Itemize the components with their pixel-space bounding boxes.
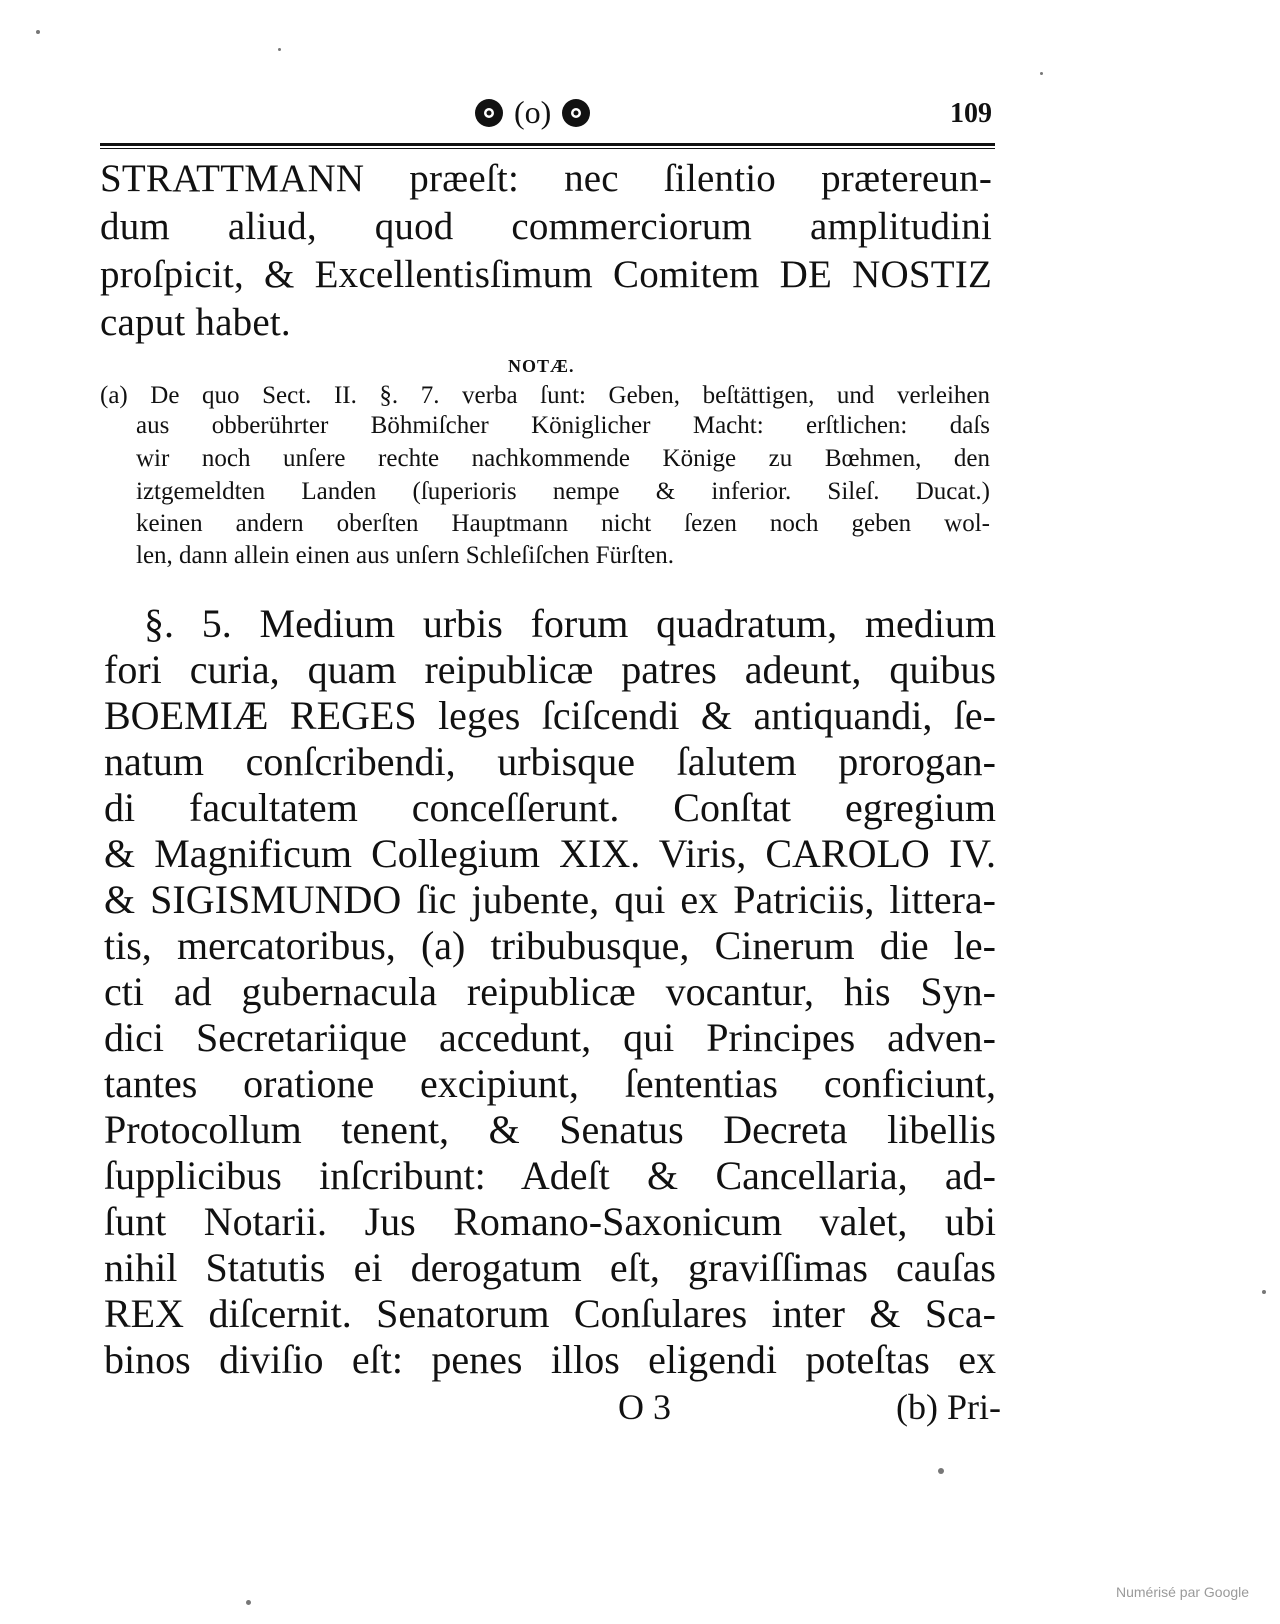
signature-mark: O 3 xyxy=(618,1387,671,1427)
text-line: nihil Statutis ei derogatum eſt, graviſſimas cauſas xyxy=(104,1245,996,1290)
text-line: §. 5. Medium urbis forum quadratum, medium xyxy=(144,601,996,646)
scan-speck xyxy=(246,1600,251,1605)
text-line: & SIGISMUNDO ſic jubente, qui ex Patriciis, littera- xyxy=(104,877,996,922)
page-number: 109 xyxy=(950,98,992,129)
flower-ornament-icon xyxy=(472,96,506,130)
running-header xyxy=(100,92,992,142)
text-line: ſupplicibus inſcribunt: Adeſt & Cancellaria, ad- xyxy=(104,1153,996,1198)
text-line: proſpicit, & Excellentisſimum Comitem DE NOSTIZ xyxy=(100,253,992,296)
note-line: keinen andern oberſten Hauptmann nicht ſezen noch geben wol- xyxy=(136,510,990,537)
text-line: dum aliud, quod commerciorum amplitudini xyxy=(100,205,992,248)
text-line: caput habet. xyxy=(100,301,291,344)
text-line: cti ad gubernacula reipublicæ vocantur, his Syn- xyxy=(104,969,996,1014)
catchword: (b) Pri- xyxy=(896,1387,1001,1427)
text-line: dici Secretariique accedunt, qui Principes adven- xyxy=(104,1015,996,1060)
header-rule-thin xyxy=(100,148,995,149)
text-line: fori curia, quam reipublicæ patres adeunt, quibus xyxy=(104,647,996,692)
note-line: aus obberührter Böhmiſcher Königlicher Macht: erſtlichen: daſs xyxy=(136,412,990,439)
text-line: di facultatem conceſſerunt. Conſtat egregium xyxy=(104,785,996,830)
text-line: Protocollum tenent, & Senatus Decreta libellis xyxy=(104,1107,996,1152)
text-line: BOEMIÆ REGES leges ſciſcendi & antiquandi, ſe- xyxy=(104,693,996,738)
watermark: Numérisé par Google xyxy=(1116,1584,1250,1600)
notes-heading: NOTÆ. xyxy=(508,356,575,376)
header-ornament-group xyxy=(472,94,593,131)
scan-speck xyxy=(1040,72,1043,75)
scan-speck xyxy=(938,1468,944,1474)
text-line: binos diviſio eſt: penes illos eligendi poteſtas ex xyxy=(104,1337,996,1382)
note-line: iztgemeldten Landen (ſuperioris nempe & inferior. Sileſ. Ducat.) xyxy=(136,478,990,505)
text-line: STRATTMANN præeſt: nec ſilentio prætereun- xyxy=(100,157,992,200)
text-line: ſunt Notarii. Jus Romano-Saxonicum valet, ubi xyxy=(104,1199,996,1244)
header-rule xyxy=(100,143,995,146)
note-line: len, dann allein einen aus unſern Schleſiſchen Fürſten. xyxy=(136,542,675,569)
text-line: tis, mercatoribus, (a) tribubusque, Cinerum die le- xyxy=(104,923,996,968)
scan-speck xyxy=(278,48,281,51)
scan-speck xyxy=(36,30,40,34)
note-line: (a) De quo Sect. II. §. 7. verba ſunt: Geben, beſtättigen, und verleihen xyxy=(100,382,990,409)
note-line: wir noch unſere rechte nachkommende Könige zu Bœhmen, den xyxy=(136,445,990,472)
text-line: natum conſcribendi, urbisque ſalutem prorogan- xyxy=(104,739,996,784)
text-line: REX diſcernit. Senatorum Conſulares inter & Sca- xyxy=(104,1291,996,1336)
scan-speck xyxy=(1262,1290,1266,1294)
flower-ornament-icon xyxy=(559,96,593,130)
header-center-text: (o) xyxy=(514,94,552,130)
text-line: & Magnificum Collegium XIX. Viris, CAROLO IV. xyxy=(104,831,996,876)
text-line: tantes oratione excipiunt, ſententias conficiunt, xyxy=(104,1061,996,1106)
